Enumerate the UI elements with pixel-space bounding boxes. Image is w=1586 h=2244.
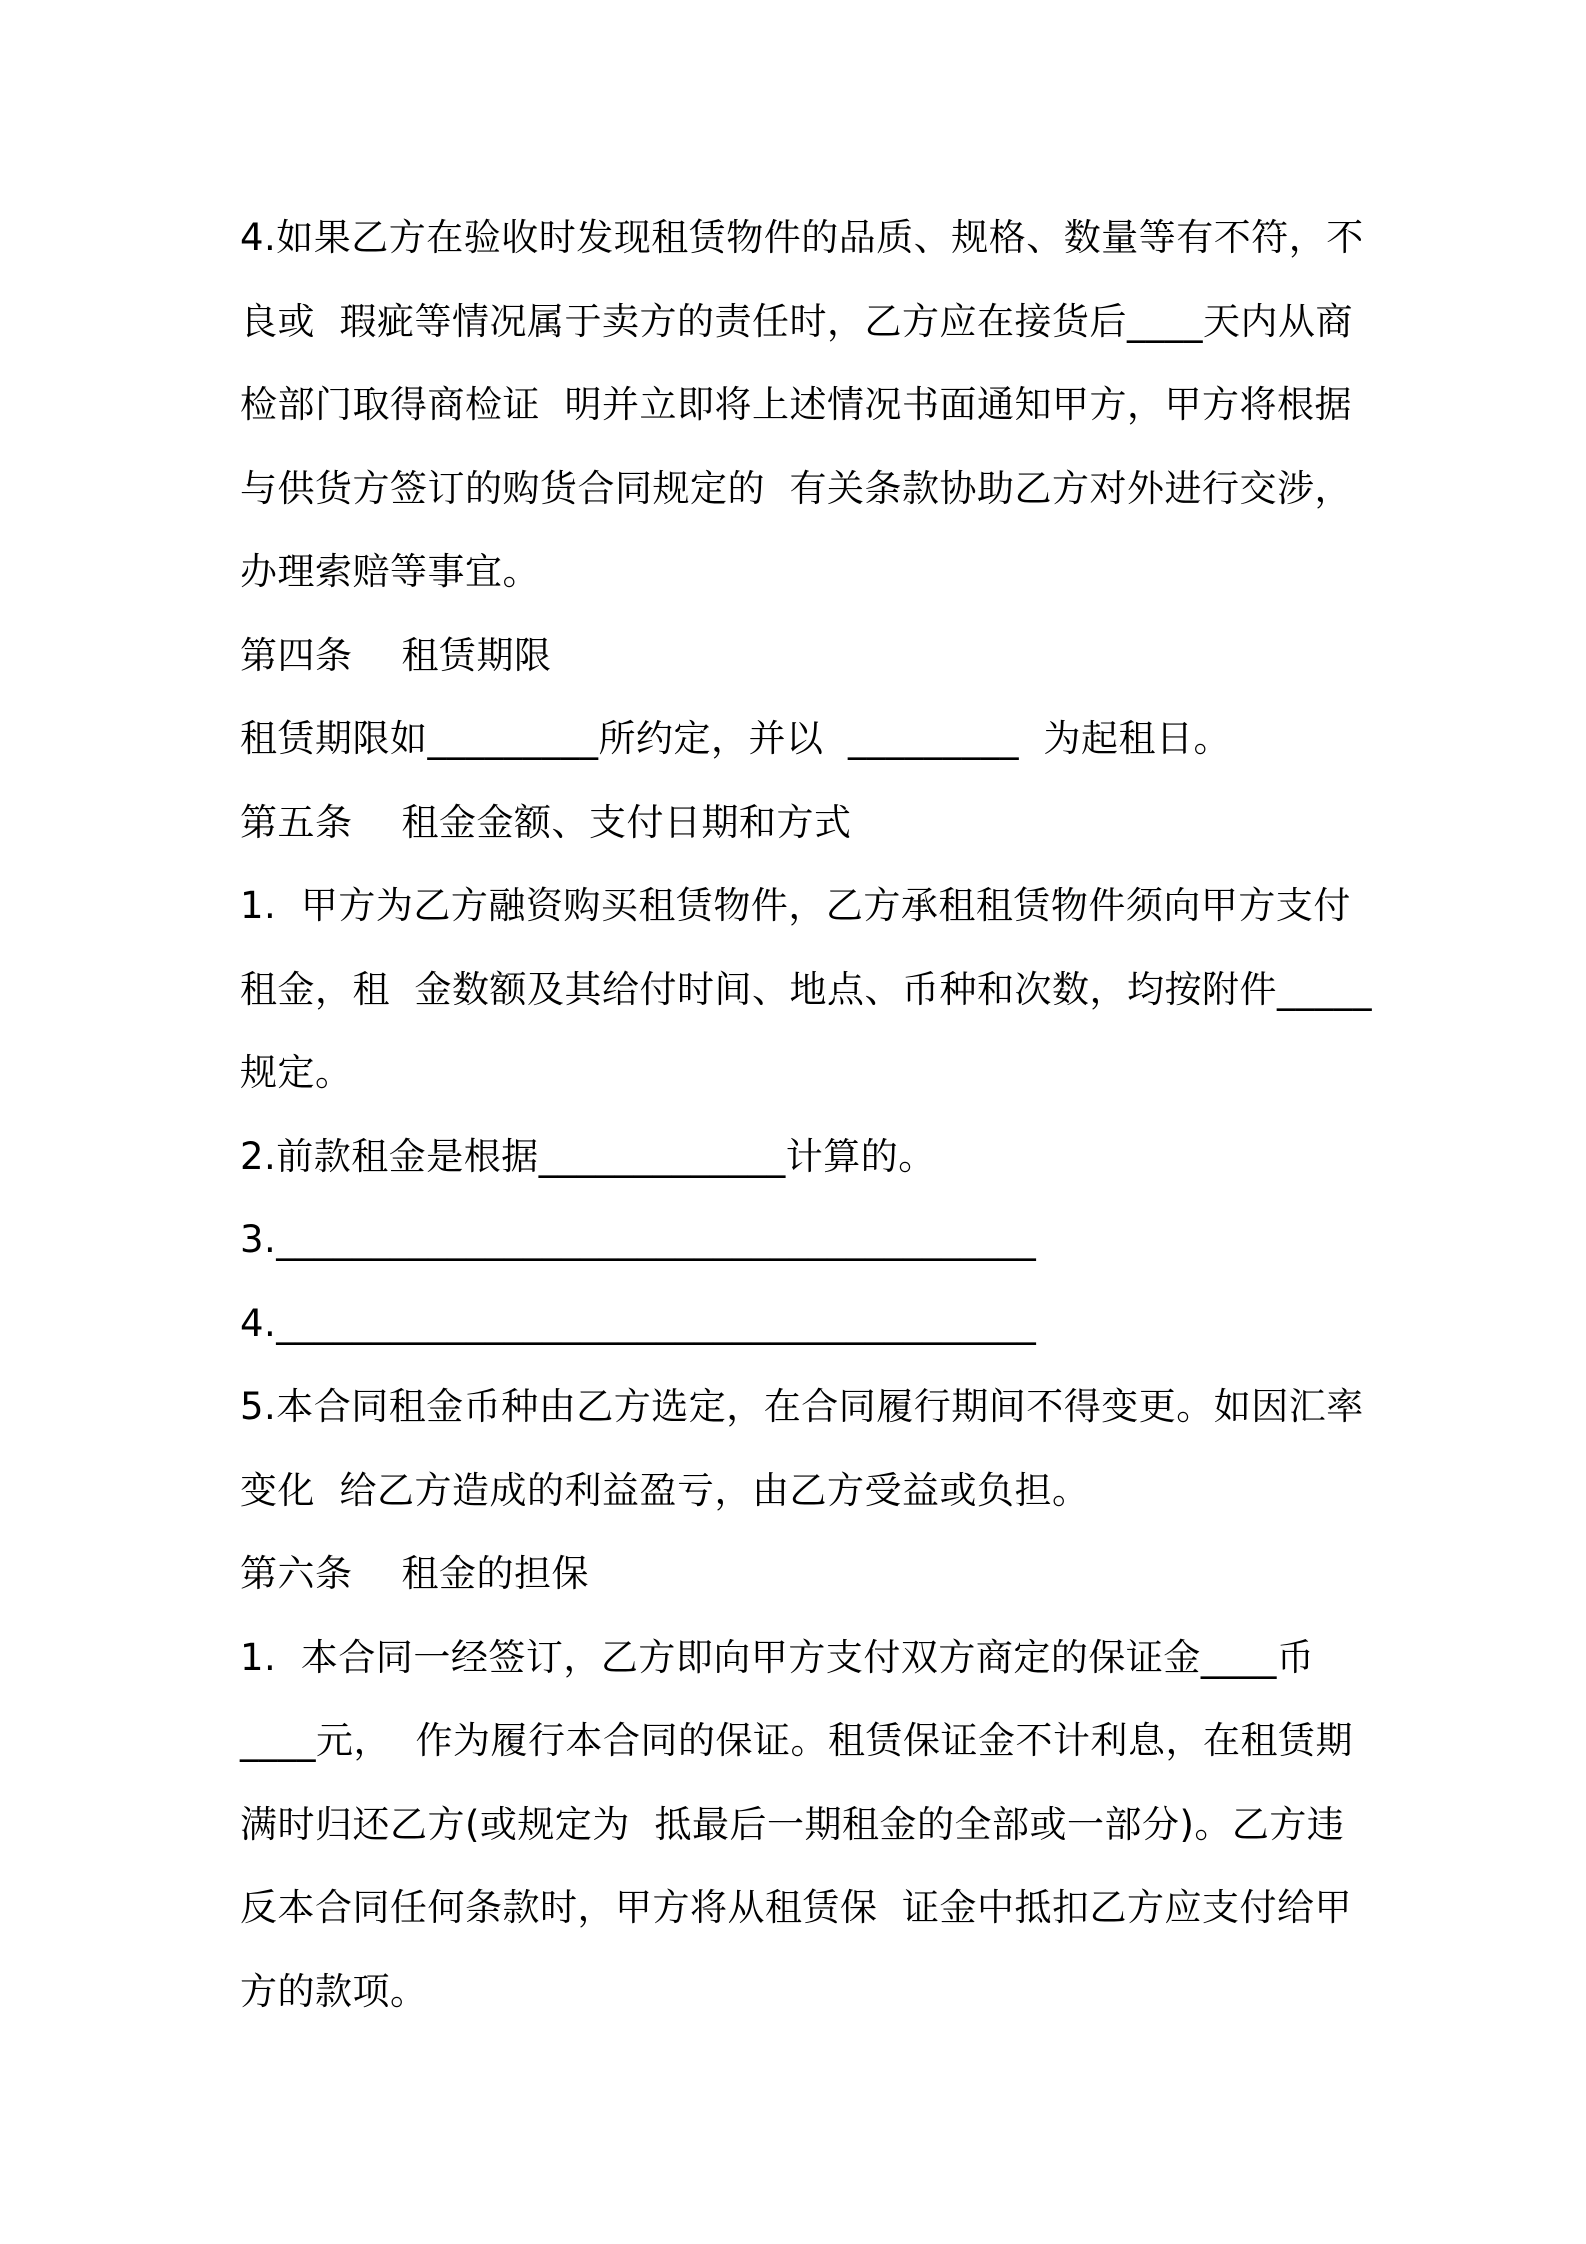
rent-clause-1-line-1: 1. 甲方为乙方融资购买租赁物件，乙方承租租赁物件须向甲方支付: [240, 884, 1351, 927]
rent-clause-5-line-2: 变化 给乙方造成的利益盈亏，由乙方受益或负担。: [240, 1468, 1090, 1512]
clause-4-line-1: 4.如果乙方在验收时发现租赁物件的品质、规格、数量等有不符，不: [240, 216, 1364, 259]
contract-page: [240, 196, 1373, 2033]
lease-term-line: 租赁期限如_________所约定，并以 _________ 为起租日。: [240, 717, 1232, 760]
rent-clause-3-blank: 3.________________________________________: [240, 1218, 1037, 1261]
rent-clause-1-line-2: 租金，租 金数额及其给付时间、地点、币种和次数，均按附件_____: [240, 967, 1373, 1011]
article-4-heading: 第四条 租赁期限: [240, 633, 552, 677]
rent-clause-1-line-3: 规定。: [240, 1051, 353, 1094]
guarantee-clause-line-3: 满时归还乙方(或规定为 抵最后一期租金的全部或一部分)。乙方违: [240, 1802, 1345, 1846]
clause-4-line-3: 检部门取得商检证 明并立即将上述情况书面通知甲方，甲方将根据: [240, 383, 1353, 426]
guarantee-clause-line-2: ____元， 作为履行本合同的保证。租赁保证金不计利息，在租赁期: [240, 1719, 1354, 1762]
clause-4-line-4: 与供货方签订的购货合同规定的 有关条款协助乙方对外进行交涉，: [240, 466, 1353, 510]
guarantee-clause-line-5: 方的款项。: [240, 1969, 428, 2013]
rent-clause-5-line-1: 5.本合同租金币种由乙方选定，在合同履行期间不得变更。如因汇率: [240, 1385, 1364, 1428]
rent-clause-2: 2.前款租金是根据_____________计算的。: [240, 1134, 936, 1178]
article-5-heading: 第五条 租金金额、支付日期和方式: [240, 800, 852, 844]
clause-4-line-2: 良或 瑕疵等情况属于卖方的责任时，乙方应在接货后____天内从商: [240, 299, 1354, 343]
clause-4-line-5: 办理索赔等事宜。: [240, 550, 540, 593]
guarantee-clause-line-1: 1. 本合同一经签订，乙方即向甲方支付双方商定的保证金____币: [240, 1635, 1315, 1679]
article-6-heading: 第六条 租金的担保: [240, 1552, 590, 1595]
guarantee-clause-line-4: 反本合同任何条款时，甲方将从租赁保 证金中抵扣乙方应支付给甲: [240, 1886, 1353, 1929]
rent-clause-4-blank: 4.________________________________________: [240, 1301, 1037, 1345]
